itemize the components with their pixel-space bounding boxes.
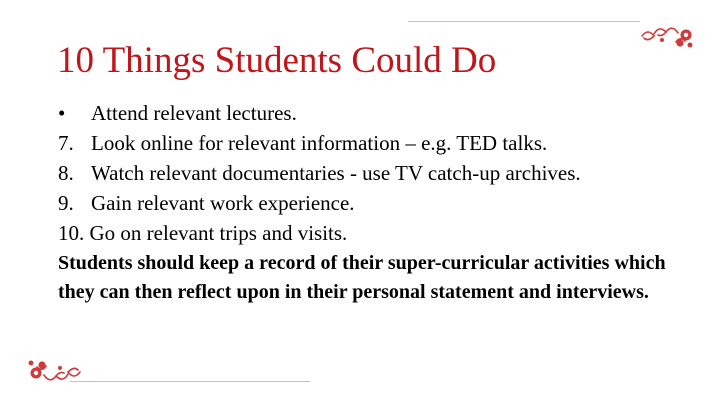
slide-body [58, 98, 698, 307]
list-item [58, 218, 698, 248]
list-item-text: Look online for relevant information – e.g. TED talks. [91, 131, 548, 155]
list-item [58, 188, 698, 218]
bottom-divider-line [70, 381, 310, 382]
list-item-text: Attend relevant lectures. [91, 101, 297, 125]
list-item-text: Watch relevant documentaries - use TV catch-up archives. [91, 161, 581, 185]
list-item [58, 128, 698, 158]
list-item-marker: 10. [58, 221, 85, 245]
list-item [58, 158, 698, 188]
list-item-marker: 7. [58, 131, 74, 155]
list-item-marker: • [58, 101, 66, 125]
slide-title: 10 Things Students Could Do [57, 40, 497, 81]
list-item-marker: 8. [58, 161, 74, 185]
list-item [58, 98, 698, 128]
list-item-text: Go on relevant trips and visits. [89, 221, 348, 245]
summary-note: Students should keep a record of their super-curricular activities which they can then reflect upon in their personal statement and interviews. [58, 252, 666, 303]
list-item-text: Gain relevant work experience. [91, 191, 355, 215]
list-item-marker: 9. [58, 191, 74, 215]
top-divider-line [408, 21, 640, 22]
floral-ornament-icon [640, 22, 696, 52]
